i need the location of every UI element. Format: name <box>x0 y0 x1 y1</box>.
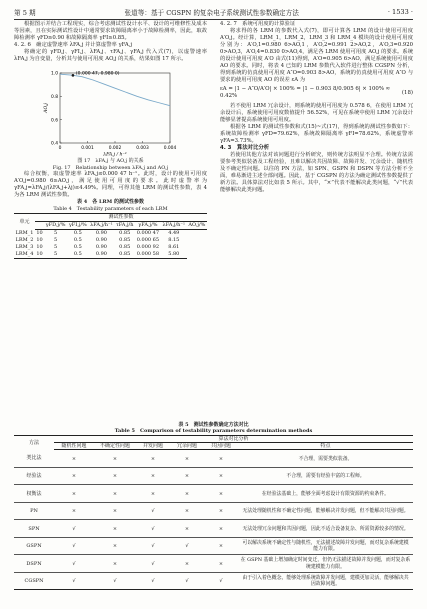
table-row <box>14 467 413 485</box>
table-cell-feature: 在经验法基础上，能够全面考虑设计有限资源的约束条件。 <box>238 485 413 503</box>
table-cell: LRM_4 <box>15 251 34 258</box>
table5-col: 不确定性问题 <box>94 443 136 450</box>
table5-header-method: 方法 <box>14 435 54 450</box>
table-cell: 5 <box>53 230 58 237</box>
table5-col: 随机性问题 <box>54 443 94 450</box>
table-cell-method: GSPN <box>14 537 54 555</box>
table-cell-mark: × <box>204 537 238 555</box>
table-cell-method: 权衡法 <box>14 485 54 503</box>
table-row <box>14 237 207 244</box>
equation-number: (18) <box>401 89 413 96</box>
table4-caption-cn: 表 4 各 LRM 的测试性参数 <box>77 199 144 206</box>
table-cell: 10 <box>36 251 43 258</box>
table4-col: γFI,j/% <box>68 222 87 229</box>
table4-header-group: 测试性参数 <box>35 214 207 222</box>
table4-col-blank <box>35 222 44 230</box>
table-cell-mark: × <box>54 467 94 485</box>
table-cell-mark: × <box>94 520 136 538</box>
y-tick-label: 0.4 <box>51 141 58 147</box>
figure-caption-cn: 图 17 λFA,j 与 AO,j 的关系 <box>77 158 144 165</box>
table4-col: λFA,j/h⁻¹ <box>90 222 113 229</box>
table-cell: 10 <box>36 230 43 237</box>
table-cell-mark: × <box>204 467 238 485</box>
figure-17 <box>14 65 207 157</box>
y-axis-label: AO,j <box>44 103 49 114</box>
table-cell-feature: 可以解决系统不确定性与随机性，无法描述故障并发问题，而对复杂系统建模能力有限。 <box>238 537 413 555</box>
table-cell: 10 <box>36 244 43 251</box>
table-cell-mark: √ <box>204 572 238 590</box>
table-row <box>14 502 413 520</box>
table-cell-mark: √ <box>54 555 94 573</box>
table-cell: 0.90 <box>95 244 107 251</box>
table-cell-mark: × <box>170 485 204 503</box>
table-4 <box>14 213 207 259</box>
section-heading: 4. 2. 7 系统可用度的计算验证 <box>220 21 296 27</box>
table-cell: 0.90 <box>88 251 114 259</box>
page-number: · 1533 · <box>387 7 413 16</box>
table-cell-mark: × <box>94 485 136 503</box>
series-line <box>60 74 170 106</box>
point-annotation: (0.000 47, 0.980 0) <box>75 71 120 77</box>
paragraph: 若不使用 LRM 冗余设计，则系统的使用可用度为 0.578 6，在使用 LRM 冗余设计后，系统使用可用度数值提升 56.52%，可见在系统中使用 LRM 冗余设计能够显著提高系统使用可用度。 <box>220 102 413 123</box>
issue-number: 第 5 期 <box>14 8 36 17</box>
table-cell: 4.49 <box>168 230 180 237</box>
table-row <box>14 230 207 238</box>
table-cell: 0.5 <box>73 244 82 251</box>
table5-header-group: 算法对比分析 <box>54 435 413 442</box>
table-cell-mark: √ <box>136 520 170 538</box>
x-axis-label: λFA,j / h⁻¹ <box>103 152 127 158</box>
table-cell-mark: × <box>136 467 170 485</box>
left-column <box>14 21 207 260</box>
table-cell-mark: √ <box>170 572 204 590</box>
table-cell-mark: × <box>170 520 204 538</box>
table-cell-mark: × <box>94 502 136 520</box>
table-row <box>14 485 413 503</box>
table-row <box>14 244 207 251</box>
table-cell-feature: 不合理，需要有经验丰富的工程师。 <box>238 467 413 485</box>
equation-body: εA = |1 − A″O/A′O| × 100% = |1 − 0.903 8/0.905 6| × 100% ≈ 0.42% <box>220 86 391 100</box>
table-cell-mark: √ <box>54 572 94 590</box>
right-column <box>220 21 413 194</box>
table-cell: 0.000 47 <box>136 230 160 237</box>
paragraph: 根据各 LRM 的测试性参数和式(15)~式(17)，得到系统的测试性参数如下：系统故障检测率 γFD=79.62%，系统故障隔离率 γFI=78.62%，系统虚警率 γFA=3.73%。 <box>220 123 413 144</box>
table-row <box>14 572 413 590</box>
table-cell: 0.000 92 <box>136 244 160 251</box>
table4-col: γFD,j/% <box>45 222 66 229</box>
table-row <box>14 555 413 573</box>
table-row <box>14 251 207 259</box>
table-cell-mark: × <box>170 502 204 520</box>
y-tick-label: 1.0 <box>51 71 58 77</box>
table5-col: 共因问题 <box>204 443 238 450</box>
table-cell: 0.85 <box>119 244 131 251</box>
table-cell: 0.5 <box>73 230 82 237</box>
table5-col: 冗余问题 <box>170 443 204 450</box>
table-cell-method: DSPN <box>14 555 54 573</box>
table-cell-mark: × <box>54 450 94 468</box>
table-cell-feature: 不合理，需要类似装备。 <box>238 450 413 468</box>
table-cell: 0.85 <box>119 230 131 237</box>
table-cell: LRM_2 <box>15 237 34 244</box>
y-tick-label: 0.6 <box>51 118 58 124</box>
table-cell: 0.5 <box>67 251 88 259</box>
table-cell: 0.90 <box>95 237 107 244</box>
table-cell: 8.15 <box>168 237 180 244</box>
table-cell-mark: × <box>204 520 238 538</box>
table4-col: γFA,j/% <box>135 222 161 230</box>
highlight-point <box>72 74 75 77</box>
table-cell-mark: √ <box>54 537 94 555</box>
table-cell-method: CGSPN <box>14 572 54 590</box>
table-cell-mark: × <box>170 450 204 468</box>
x-tick-label: 0.003 <box>136 146 149 152</box>
table-cell: 0.5 <box>73 237 82 244</box>
table-cell-mark: × <box>204 450 238 468</box>
table-cell: 5 <box>53 237 58 244</box>
table-5-block <box>14 422 413 590</box>
table-cell: 8.61 <box>168 244 180 251</box>
table-cell-mark: √ <box>136 555 170 573</box>
table-cell-method: SPN <box>14 520 54 538</box>
table-cell: 0.85 <box>114 251 135 259</box>
table-cell-feature: 在 GSPN 基础上增加确定时间变迁，但仍无法描述故障并发问题，而对复杂系统建模能力有限。 <box>238 555 413 573</box>
table-cell: 0.000 65 <box>136 237 160 244</box>
running-header <box>14 6 413 20</box>
table-cell-feature: 由于引入着色概念，能够处理系统故障并发问题，建模更加灵活，能够解决共因故障问题。 <box>238 572 413 590</box>
x-tick-label: 0 <box>58 146 62 152</box>
table-row <box>14 520 413 538</box>
table-cell: 10 <box>36 237 43 244</box>
table-cell: 0.000 58 <box>136 251 160 258</box>
table5-caption-cn: 表 5 测试性参数确定方法对比 <box>178 422 249 428</box>
table5-col: 特点 <box>238 443 413 450</box>
equation-18 <box>220 86 413 100</box>
table4-col: λFA,j/h⁻¹ <box>162 222 186 229</box>
table-cell-mark: × <box>204 485 238 503</box>
x-tick-label: 0.004 <box>163 146 177 152</box>
table-cell-mark: √ <box>136 537 170 555</box>
paragraph: 若使用其他方法对该问题进行分析研究，则传统方法明显不合理。传统方法需要参考类似装备及工程经验，且难以解决共因故障、故障并发、冗余设计、随机性及不确定性问题。以往的 PN 方法，如 SPN、GSPN 和 DSPN 等方法分析不全面，难易渐进主述全部问题。因此，基于 CGSPN 的方法为确定测试性参数提供了新方法。具体算法对比如表 5 所示。其中，“×”代表不能解决此类问题，“√”代表能够解决此类问题。 <box>220 151 413 194</box>
table-cell-mark: √ <box>136 502 170 520</box>
figure-caption-en: Fig. 17 Relationship between λFA,j and AO,j <box>52 164 169 171</box>
table-cell: LRM_3 <box>15 244 34 251</box>
table5-caption-en: Table 5 Comparison of testability parameters determination methods <box>114 428 313 435</box>
table-row <box>14 537 413 555</box>
table-cell-mark: × <box>54 485 94 503</box>
table4-header-unit: 单元 <box>14 214 35 230</box>
table-cell-mark: √ <box>94 572 136 590</box>
paragraph: 综合权衡，取虚警速率 λFA,j≤0.000 47 h⁻¹。此时，设计的使用可用度 A′O,j=0.980 6≥AO,j，满足使用可用度的要求。此时虚警率为 γFA,j=λFA,j/(λFA,j+λj)≤4.49%。同理，可得其他 LRM 的测试性参数，表 4 为各 LRM 测试性参数。 <box>14 171 207 199</box>
table-cell-feature: 无法处理随机性和不确定性问题，能够解决并发问题，但不能解决共因问题。 <box>238 502 413 520</box>
plot-frame <box>60 73 170 143</box>
table-cell-mark: √ <box>170 537 204 555</box>
table-cell-mark: √ <box>54 520 94 538</box>
table-cell-method: PN <box>14 502 54 520</box>
table-row <box>14 450 413 468</box>
paragraph: 根据图示并结合工程现实，综合考虑测试性设计水平、设计的可维修性及成本等因素，且在实际测试性设计中通常要求故障隔离率小于故障检测率，因此，取故障检测率 γFD≥0.90 和故障隔离率 γFI≥0.85。 <box>14 21 207 42</box>
paragraph: 将求得的各 LRM 的参数代入式(7)，即可计算各 LRM 的设计使用可用度 A′O,j。经计算，LRM_1，LRM_2，LRM_3 和 LRM_4 模块的设计使用可用度分别为：A′O,1=0.980 6>AO,1，A′O,2=0.991 2>AO,2，A′O,3=0.920 0>AO,3，A′O,4=0.830 0>AO,4，满足各 LRM 使用可用度 AO,j 的要求。系统的设计使用可用度 A′O 由式(11)得到，A′O=0.905 6>AO，满足系统使用可用度 AO 的要求。同时，将表 4 已知的 LRM 参数代入软件进行整体 CGSPN 分析，得到系统的仿真使用可用度 A″O=0.903 8>AO，系统的仿真使用可用度 A″O 与要求的使用可用度 AO 的误差 εA 为 <box>220 28 413 84</box>
table4-col: AO,j/% <box>188 222 206 229</box>
x-tick-label: 0.002 <box>108 146 122 152</box>
table-cell: 5 <box>44 251 67 259</box>
table-cell-mark: × <box>136 450 170 468</box>
table-cell-method: 经验法 <box>14 467 54 485</box>
table-cell: 0.85 <box>119 237 131 244</box>
table-cell-mark: × <box>94 537 136 555</box>
paragraph: 将确定的 γFD,j、γFI,j、λFA,j、τFA,j、γFA,j 代入式(7)，以虚警速率 λFA,j 为自变量，分析其与使用可用度 AO,j 的关系，结果如图 17 所示。 <box>14 49 207 63</box>
table4-caption-en: Table 4 Testability parameters of each LRM <box>53 205 168 212</box>
table-cell-mark: × <box>170 555 204 573</box>
table-cell-method: 类比法 <box>14 450 54 468</box>
table-cell-mark: × <box>94 450 136 468</box>
section-heading: 4. 2. 6 确定虚警速率 λFA,j 并计算虚警率 γFA,j <box>14 42 133 49</box>
table-cell: 0.90 <box>95 230 107 237</box>
table-cell: LRM_1 <box>15 230 34 237</box>
section-heading: 4. 3 算法对比分析 <box>220 144 270 151</box>
table-cell-feature: 无法处理冗余问题和共因问题，因此不适合设备复杂、所需资源较多的情况。 <box>238 520 413 538</box>
table5-col: 并发问题 <box>136 443 170 450</box>
table-cell-mark: √ <box>136 572 170 590</box>
fig17-plot <box>14 65 207 157</box>
y-tick-label: 0.8 <box>51 95 58 101</box>
table-cell-mark: × <box>204 555 238 573</box>
table-cell-mark: × <box>204 502 238 520</box>
table-cell-mark: × <box>94 555 136 573</box>
table-cell-mark: × <box>170 467 204 485</box>
table-cell-mark: × <box>54 502 94 520</box>
x-tick-label: 0.001 <box>81 146 94 152</box>
table-cell: 5 <box>53 244 58 251</box>
table4-col: τFA,j/h <box>115 222 134 229</box>
table-cell-mark: × <box>136 485 170 503</box>
table-cell-mark: × <box>94 467 136 485</box>
table-cell: 5.80 <box>161 251 187 259</box>
article-title-header: 张道等：基于 CGSPN 的复杂电子系统测试性参数确定方法 <box>124 8 299 17</box>
table-5 <box>14 435 413 591</box>
